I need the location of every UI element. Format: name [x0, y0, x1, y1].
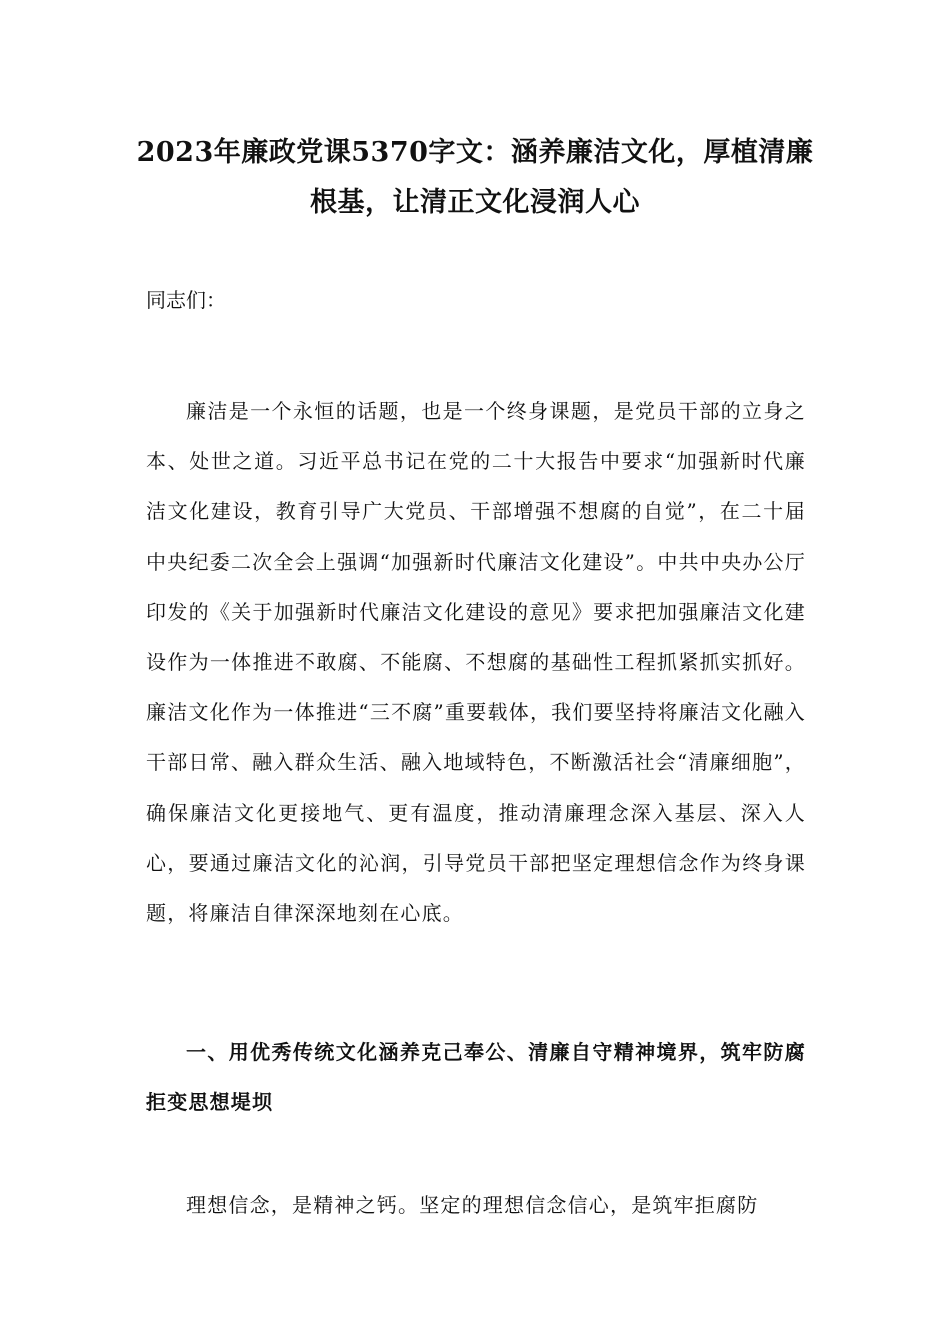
salutation: 同志们： — [146, 288, 226, 312]
document-title: 2023年廉政党课5370字文：涵养廉洁文化，厚植清廉根基，让清正文化浸润人心 — [136, 137, 814, 218]
section-paragraph: 理想信念，是精神之钙。坚定的理想信念信心，是筑牢拒腐防 — [186, 1193, 759, 1217]
body-paragraph: 廉洁是一个永恒的话题，也是一个终身课题，是党员干部的立身之本、处世之道。习近平总书记在党的二十大报告中要求“加强新时代廉洁文化建设，教育引导广大党员、干部增强不想腐的自觉”，在二十届中央纪委二次全会上强调“加强新时代廉洁文化建设”。中共中央办公厅印发的《关于加强新时代廉洁文化建设的意见》要求把加强廉洁文化建设作为一体推进不敢腐、不能腐、不想腐的基础性工程抓紧抓实抓好。廉洁文化作为一体推进“三不腐”重要载体，我们要坚持将廉洁文化融入干部日常、融入群众生活、融入地域特色，不断激活社会“清廉细胞”，确保廉洁文化更接地气、更有温度，推动清廉理念深入基层、深入人心，要通过廉洁文化的沁润，引导党员干部把坚定理想信念作为终身课题，将廉洁自律深深地刻在心底。 — [146, 399, 806, 926]
section-heading: 一、用优秀传统文化涵养克己奉公、清廉自守精神境界，筑牢防腐拒变思想堤坝 — [146, 1040, 806, 1114]
